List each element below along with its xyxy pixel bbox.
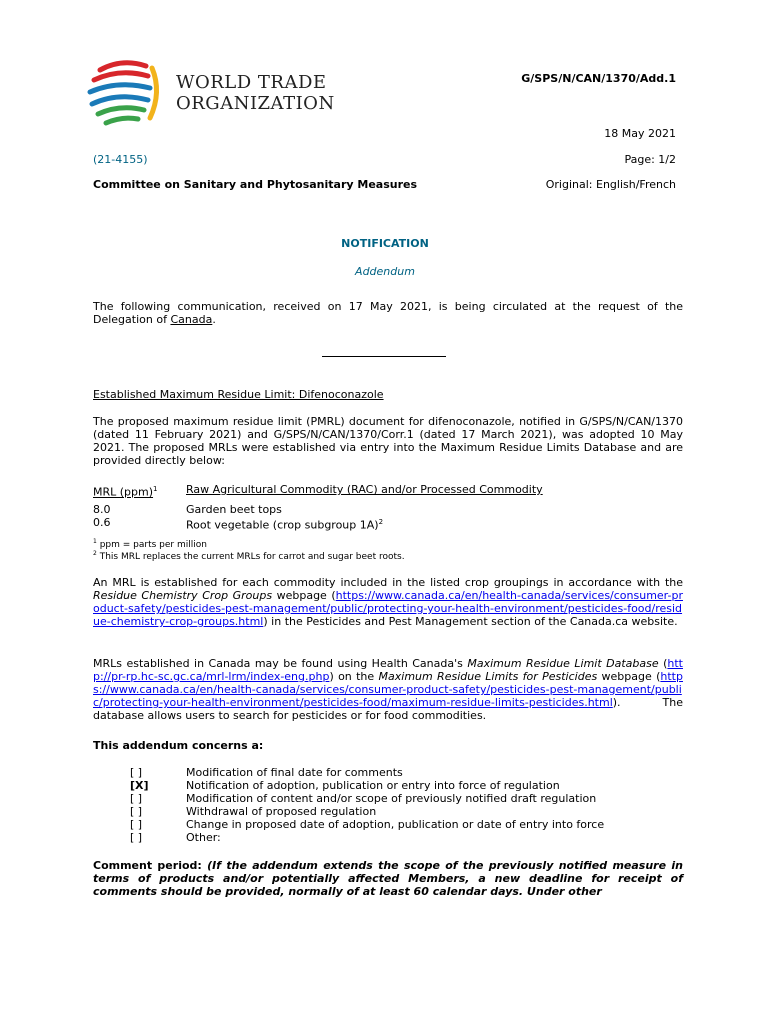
para3-mid2: webpage ( bbox=[597, 670, 661, 683]
checkbox-label: Notification of adoption, publication or entry into force of regulation bbox=[186, 779, 560, 792]
checkbox[interactable]: [ ] bbox=[130, 805, 143, 818]
checkbox-checked[interactable]: [X] bbox=[130, 779, 149, 792]
para2-end: ) in the Pesticides and Pest Management section of the Canada.ca website. bbox=[263, 615, 678, 628]
mrl-pesticides-link[interactable]: https://www.canada.ca/en/health-canada/services/consumer-product-safety/pesticides-pest-management/public/protecting-your-health-environment/pesticides-food/maximum-residue-limits-pesticides.html bbox=[93, 670, 683, 709]
comment-period-text: (If the addendum extends the scope of the previously notified measure in terms of products and/or potentially affected Members, a new deadline for receipt of comments should be provided, normally of at least 60 calendar days. Under other bbox=[93, 859, 683, 898]
para3-italic2: Maximum Residue Limits for Pesticides bbox=[378, 670, 598, 683]
notification-subtitle: Addendum bbox=[355, 265, 415, 278]
checkbox[interactable]: [ ] bbox=[130, 818, 143, 831]
checkbox[interactable]: [ ] bbox=[130, 792, 143, 805]
para2-italic: Residue Chemistry Crop Groups bbox=[93, 589, 273, 602]
para3-text: MRLs established in Canada may be found using Health Canada's bbox=[93, 657, 468, 670]
document-date: 18 May 2021 bbox=[604, 127, 676, 140]
intro-text: The following communication, received on 17 May 2021, is being circulated at the request of the Delegation of bbox=[93, 300, 683, 326]
concerns-heading: This addendum concerns a: bbox=[93, 739, 264, 752]
section-paragraph: The proposed maximum residue limit (PMRL) document for difenoconazole, notified in G/SPS/N/CAN/1370 (dated 11 February 2021) and G/SPS/N/CAN/1370/Corr.1 (dated 17 March 2021), was adopted 10 May 2021. The proposed MRLs were established via entry into the Maximum Residue Limits Database and are provided directly below: bbox=[93, 415, 683, 467]
mrl-database-paragraph bbox=[93, 657, 683, 722]
original-language: Original: English/French bbox=[545, 178, 676, 191]
intro-end: . bbox=[212, 313, 216, 326]
section-heading: Established Maximum Residue Limit: Difenoconazole bbox=[93, 388, 384, 401]
footnote bbox=[93, 548, 405, 563]
table-row bbox=[93, 516, 111, 529]
para3-end: ). The database allows users to search for pesticides or for food commodities. bbox=[93, 696, 683, 722]
para3-open: ( bbox=[658, 657, 668, 670]
footnote-number: 2 bbox=[93, 550, 97, 557]
notification-title: NOTIFICATION bbox=[341, 237, 429, 250]
comment-period-label: Comment period: bbox=[93, 859, 202, 872]
intro-country: Canada bbox=[170, 313, 213, 326]
checkbox[interactable]: [ ] bbox=[130, 831, 143, 844]
committee-name: Committee on Sanitary and Phytosanitary Measures bbox=[93, 178, 418, 191]
checkbox-label: Change in proposed date of adoption, publication or date of entry into force bbox=[186, 818, 605, 831]
mrl-header-sup: 1 bbox=[153, 485, 158, 493]
para2-mid: webpage ( bbox=[272, 589, 336, 602]
checkbox-label: Modification of content and/or scope of previously notified draft regulation bbox=[186, 792, 597, 805]
wto-emblem-icon bbox=[86, 56, 166, 128]
mrl-header-label: MRL (ppm) bbox=[93, 485, 154, 499]
mrl-database-link[interactable]: http://pr-rp.hc-sc.gc.ca/mrl-lrm/index-eng.php bbox=[93, 657, 683, 683]
table-header-mrl bbox=[93, 483, 158, 499]
page-number: Page: 1/2 bbox=[624, 153, 676, 166]
wto-logo bbox=[86, 56, 336, 128]
commodity-text: Garden beet tops bbox=[186, 503, 282, 516]
crop-groups-link[interactable]: https://www.canada.ca/en/health-canada/services/consumer-product-safety/pesticides-pest-management/public/protecting-your-health-environment/pesticides-food/residue-chemistry-crop-groups.html bbox=[93, 589, 683, 628]
commodity-value bbox=[186, 516, 383, 532]
footnote-text: This MRL replaces the current MRLs for carrot and sugar beet roots. bbox=[99, 552, 405, 562]
org-name-line1: WORLD TRADE bbox=[176, 72, 327, 93]
commodity-text: Root vegetable (crop subgroup 1A) bbox=[186, 518, 379, 532]
document-ref: (21-4155) bbox=[93, 153, 148, 166]
checkbox[interactable]: [ ] bbox=[130, 766, 143, 779]
para2-text: An MRL is established for each commodity included in the listed crop groupings in accordance with the bbox=[93, 576, 683, 589]
commodity-value bbox=[186, 503, 282, 516]
table-row bbox=[93, 503, 111, 516]
table-header-commodity: Raw Agricultural Commodity (RAC) and/or Processed Commodity bbox=[186, 483, 543, 496]
crop-groups-paragraph bbox=[93, 576, 683, 628]
org-name bbox=[176, 72, 335, 114]
org-name-line2: ORGANIZATION bbox=[176, 93, 335, 114]
mrl-value: 8.0 bbox=[93, 503, 111, 516]
para3-italic1: Maximum Residue Limit Database bbox=[467, 657, 659, 670]
footnote-text: ppm = parts per million bbox=[99, 540, 207, 550]
commodity-sup: 2 bbox=[378, 518, 384, 526]
mrl-value: 0.6 bbox=[93, 516, 111, 529]
para3-mid: ) on the bbox=[329, 670, 379, 683]
checkbox-label: Modification of final date for comments bbox=[186, 766, 403, 779]
separator-line bbox=[322, 356, 446, 357]
checkbox-label: Withdrawal of proposed regulation bbox=[186, 805, 377, 818]
intro-paragraph bbox=[93, 300, 683, 326]
comment-period-paragraph bbox=[93, 859, 683, 898]
document-symbol: G/SPS/N/CAN/1370/Add.1 bbox=[521, 72, 676, 85]
checkbox-label: Other: bbox=[186, 831, 221, 844]
footnote-number: 1 bbox=[93, 538, 97, 545]
